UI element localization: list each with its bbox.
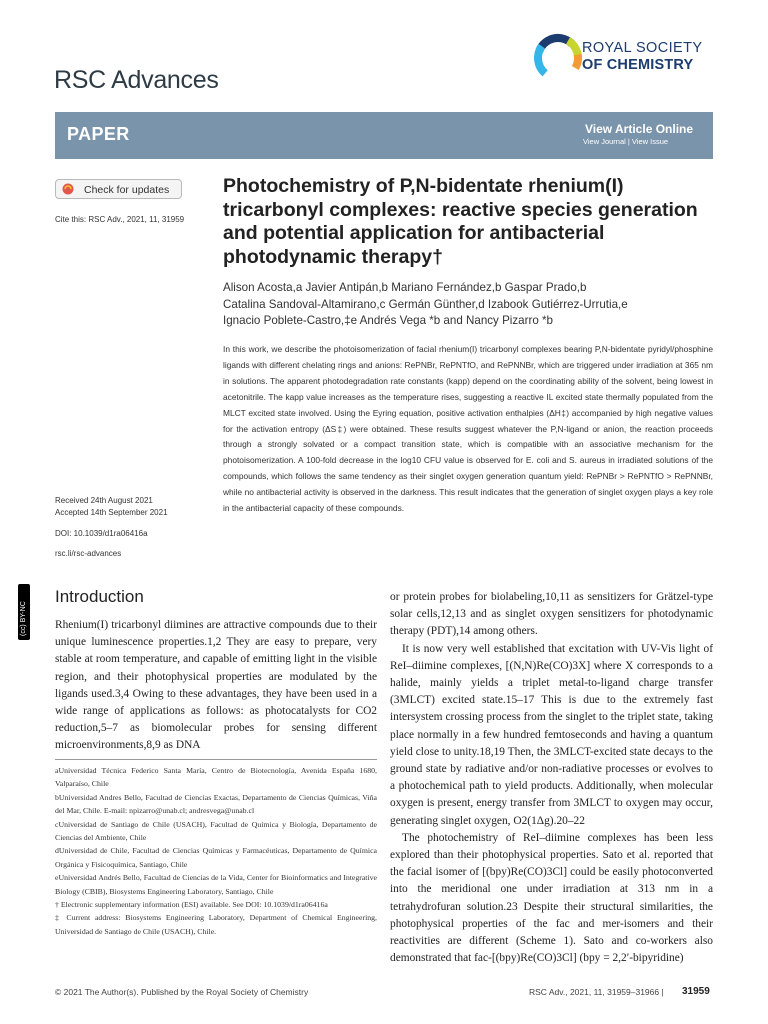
view-journal-issue-links[interactable]: View Journal | View Issue <box>583 137 669 146</box>
affiliations <box>55 764 377 938</box>
article-type-label: PAPER <box>67 124 130 144</box>
right-column <box>390 589 713 967</box>
article-title: Photochemistry of P,N-bidentate rhenium(I) tricarbonyl complexes: reactive species generation and potential application for antibacterial photodynamic therapy† <box>223 175 698 268</box>
affiliation-a: aUniversidad Técnica Federico Santa María, Centro de Biotecnología, Avenida España 1680, Valparaíso, Chile <box>55 766 377 789</box>
left-column <box>55 617 377 755</box>
authors-line-3: Ignacio Poblete-Castro,‡e Andrés Vega *b and Nancy Pizarro *b <box>223 314 553 327</box>
paragraph: The photochemistry of ReI–diimine complexes has been less explored than their photophysical properties. Sato et al. reported that the facial isomer of [(bpy)Re(CO)3Cl] could be easily photoconverted into the meridional one under irradiation at 313 nm in a tetrahydrofuran solution.23 Despite their structural similarities, the photophysical properties of the fac and mer-isomers and their reactivities are different (Scheme 1). Sato and co-workers also demonstrated that fac-[(bpy)Re(CO)3Cl] (bpy = 2,2′-bipyridine) <box>390 831 713 965</box>
paragraph: Rhenium(I) tricarbonyl diimines are attractive compounds due to their unique luminescence properties.1,2 They are easy to prepare, very stable at room temperature, and capable of emitting light in the visible region, and their photophysical properties are modulated by the ligands used.3,4 Owing to these advantages, they have been used in a wide range of applications as follows: as photocatalysts for CO2 reduction,5–7 as biomolecular probes for sensing different microenvironments,8,9 as DNA <box>55 619 377 752</box>
logo-text-line1: ROYAL SOCIETY <box>582 40 703 56</box>
footnote-divider <box>55 759 377 760</box>
accepted-date: Accepted 14th September 2021 <box>55 507 168 517</box>
abstract: In this work, we describe the photoisomerization of facial rhenium(I) tricarbonyl complexes bearing P,N-bidentate pyridyl/phosphine ligands with different chelating rings and anions: RePNBr, RePNTfO, and RePNNBr, which are triggered under irradiation at 365 nm in solutions. The apparent photodegradation rate constants (kapp) depend on the coordinating ability of the solvent, being lowest in acetonitrile. The kapp value increases as the temperature rises, suggesting a reactive IL excited state thermally populated from the MLCT excited state involved. Using the Eyring equation, positive activation enthalpies (ΔH‡) accompanied by high negative values for the activation entropy (ΔS‡) were obtained. These results suggest whatever the P,N-ligand or anion, the reaction proceeds through a strongly solvated or a compact transition state, which is compatible with an associative mechanism for the photoisomerization. A 100-fold decrease in the log10 CFU value is observed for E. coli and S. aureus in irradiated solutions of the compounds, which follows the same tendency as their singlet oxygen generation quantum yield: RePNBr > RePNTfO > RePNNBr, while no antibacterial activity is observed in the darkness. This result indicates that the generation of singlet oxygen plays a key role in the antibacterial capacity of these compounds. <box>223 344 713 514</box>
view-article-online-link[interactable]: View Article Online <box>585 122 694 136</box>
check-for-updates-label[interactable]: Check for updates <box>84 184 170 196</box>
esi-note: † Electronic supplementary information (ESI) available. See DOI: 10.1039/d1ra06416a <box>55 900 328 910</box>
journal-link[interactable]: rsc.li/rsc-advances <box>55 549 122 558</box>
paragraph: or protein probes for biolabeling,10,11 as sensitizers for Grätzel-type solar cells,12,13 and as singlet oxygen sensitizers for photodynamic therapy (PDT),14 among others. <box>390 591 713 638</box>
authors-line-2: Catalina Sandoval-Altamirano,c Germán Günther,d Izabook Gutiérrez-Urrutia,e <box>223 297 628 311</box>
citation: Cite this: RSC Adv., 2021, 11, 31959 <box>55 215 185 224</box>
affiliation-b: bUniversidad Andres Bello, Facultad de Ciencias Exactas, Departamento de Ciencias Químicas, Viña del Mar, Chile. E-mail: npizarro@unab.cl; andresvega@unab.cl <box>55 792 377 816</box>
current-address-note: ‡ Current address: Biosystems Engineering Laboratory, Department of Chemical Engineering, Universidad de Santiago de Chile (USACH), Chile. <box>55 913 377 936</box>
received-date: Received 24th August 2021 <box>55 496 153 505</box>
page-number: 31959 <box>682 986 710 997</box>
footer-copyright: © 2021 The Author(s). Published by the Royal Society of Chemistry <box>55 987 309 997</box>
paragraph: It is now very well established that excitation with UV-Vis light of ReI–diimine complexes, [(N,N)Re(CO)3X] where X corresponds to a halide, mainly yields a triplet metal-to-ligand charge transfer (3MLCT) excited state.15–17 This is due to the extremely fast intersystem crossing process from the singlet to the triplet state, taking place normally in a few hundred femtoseconds and having a quantum yield close to unity.18,19 Then, the 3MLCT-excited state decays to the ground state by radiative and/or non-radiative processes or evolves to a photochemical path to yield products. Additionally, when molecular oxygen is present, energy transfer from 3MLCT to oxygen may occur, generating singlet oxygen, O2(1Δg).20–22 <box>390 642 713 827</box>
received-dates <box>55 495 168 518</box>
author-list <box>223 280 713 330</box>
authors-line-1: Alison Acosta,a Javier Antipán,b Mariano Fernández,b Gaspar Prado,b <box>223 281 587 294</box>
footer-citation: RSC Adv., 2021, 11, 31959–31966 | <box>529 987 664 997</box>
check-updates-icon <box>62 183 74 195</box>
cc-license-text: (cc) BY-NC <box>20 601 27 636</box>
doi[interactable]: DOI: 10.1039/d1ra06416a <box>55 529 148 538</box>
logo-text-line2: OF CHEMISTRY <box>582 57 694 73</box>
affiliation-e: eUniversidad Andrés Bello, Facultad de Ciencias de la Vida, Center for Bioinformatics and Integrative Biology (CBIB), Biosystems Engineering Laboratory, Santiago, Chile <box>55 873 377 896</box>
affiliation-c: cUniversidad de Santiago de Chile (USACH), Facultad de Química y Biología, Departamento de Ciencias del Ambiente, Chile <box>55 819 377 843</box>
affiliation-d: dUniversidad de Chile, Facultad de Ciencias Químicas y Farmacéuticas, Departamento de Química Orgánica y Fisicoquímica, Santiago, Chile <box>55 846 377 869</box>
section-heading: Introduction <box>55 587 144 606</box>
journal-title: RSC Advances <box>54 66 219 94</box>
